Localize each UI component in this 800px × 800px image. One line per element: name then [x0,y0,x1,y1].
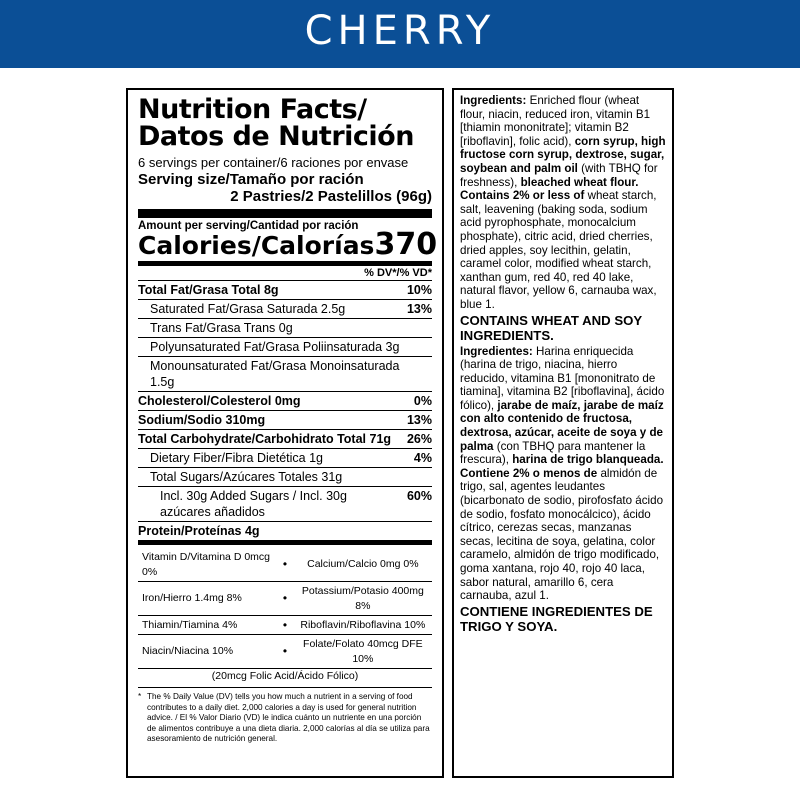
serving-size-label: Serving size/Tamaño por ración [138,171,364,188]
vitamin-left: Niacin/Niacina 10% [142,645,234,657]
nutrition-facts-panel [126,88,444,778]
table-row [138,357,432,391]
divider-medium-2 [138,540,432,545]
divider-thin-footnote [138,687,432,688]
nutrient-dv: 10% [406,283,432,297]
nutrient-name: Total Sugars/Azúcares Totales 31g [150,470,343,484]
table-row [138,487,432,521]
nutrient-dv: 0% [413,394,432,408]
ingredients-english [460,94,666,312]
ingredients-bold-en-3: bleached wheat flour. [520,175,639,189]
vitamin-left: Thiamin/Tiamina 4% [142,618,238,631]
page-title: CHERRY [304,8,496,54]
table-row [138,468,432,486]
vitamin-right: Potassium/Potasio 400mg 8% [301,584,424,612]
nutrient-dv: 4% [413,451,432,465]
allergen-statement-en: CONTAINS WHEAT AND SOY INGREDIENTS. [460,312,642,343]
bullet-icon: • [282,591,288,605]
nutrient-dv: 13% [406,413,432,427]
table-row [138,411,432,429]
vitamin-left: Vitamin D/Vitamina D 0mcg 0% [142,550,270,578]
ingredients-body-en-4: wheat starch, salt, leavening (baking soda, sodium acid pyrophosphate, monocalcium phosphate), citric acid, dried cherries, dried apples, soy lecithin, gelatin, caramel color, modified wheat starch, xanthan gum, red 40, red 40 lake, natural flavor, yellow 6, carnauba wax, blue 1. [460,189,657,311]
table-row [138,449,432,467]
nutrient-name: Protein/Proteínas 4g [138,524,260,538]
vitamin-right: Calcium/Calcio 0mg 0% [307,558,419,570]
nutrient-dv: 26% [406,432,432,446]
ingredients-bold-es-2: jarabe de maíz, jarabe de maíz con alto contenido de fructosa, dextrosa, azúcar, aceite de soya y de palma [460,398,664,453]
nutrient-name: Incl. 30g Added Sugars / Incl. 30g azúcares añadidos [160,489,347,519]
folate-subnote: (20mcg Folic Acid/Ácido Fólico) [211,670,359,682]
ingredients-body-es-1: Harina enriquecida (harina de trigo, niacina, hierro reducido, vitamina B1 [mononitrato de tiamina], vitamina B2 [riboflavina], ácido fólico), [460,344,665,412]
header-banner [0,0,800,68]
ingredients-body-es-2: (con TBHQ para mantener la frescura), [460,439,646,467]
ingredients-body-es-4: almidón de trigo, sal, agentes leudantes (bicarbonato de sodio, pirofosfato ácido de sodio, fosfato monocálcico), ácido cítrico, cerezas secas, manzanas secas, lecitina de soya, gelatina, color caramelo, almidón de trigo modificado, goma xantana, rojo 40, rojo 40 laca, sabor natural, amarillo 6, cera carnauba, azul 1. [460,466,664,603]
calories-value: 370 [374,227,438,262]
nutrient-name: Dietary Fiber/Fibra Dietética 1g [150,451,323,465]
ingredients-paragraph-2 [460,189,666,311]
table-row [138,616,432,635]
calories-row [138,227,438,262]
table-row [138,281,432,299]
vitamins-table [138,548,432,683]
ingredients-paragraph-es [460,345,666,467]
contains-2-percent-es: Contiene 2% o menos de [460,466,598,480]
ingredients-paragraph-es-2 [460,467,666,603]
ingredients-body-en-1: Enriched flour (wheat flour, niacin, reduced iron, vitamin B1 [thiamin mononitrate]; vitamin B2 [riboflavin], folic acid), [460,94,651,148]
vitamin-right: Folate/Folato 40mcg DFE 10% [303,637,423,665]
nutrition-facts-title-line2: Datos de Nutrición [138,121,414,152]
table-row [138,392,432,410]
bullet-icon: • [282,557,288,571]
table-row [138,548,432,582]
footnote-text: The % Daily Value (DV) tells you how much a nutrient in a serving of food contributes to a daily diet. 2,000 calories a day is used for general nutrition advice. / El % Valor Diario (VD) le indica cuánto un nutriente en una porción de alimentos contribuye a una dieta diaria. 2,000 calorías al día se utiliza para asesoramiento de nutrición general. [147,692,430,743]
nutrient-name: Cholesterol/Colesterol 0mg [138,394,301,408]
divider-thick [138,209,432,218]
ingredients-bold-es-3: harina de trigo blanqueada. [512,453,664,467]
table-row [138,522,432,540]
nutrient-name: Total Fat/Grasa Total 8g [138,283,279,297]
contains-2-percent-en: Contains 2% or less of [460,189,585,203]
nutrient-rows [138,280,432,540]
nutrient-dv: 13% [406,302,432,316]
vitamin-left: Iron/Hierro 1.4mg 8% [142,592,242,604]
nutrient-name: Total Carbohydrate/Carbohidrato Total 71g [138,432,392,446]
allergen-statement-es: CONTIENE INGREDIENTES DE TRIGO Y SOYA. [460,603,653,634]
table-row [138,319,432,337]
nutrient-dv: 60% [406,489,432,503]
servings-per-container: 6 servings per container/6 raciones por envase [138,155,409,170]
amount-per-serving-label: Amount per serving/Cantidad por ración [138,220,359,232]
nutrition-facts-title [138,96,432,150]
ingredients-heading-es: Ingredientes: [460,344,533,358]
ingredients-paragraph [460,94,666,189]
vitamin-right: Riboflavin/Riboflavina 10% [300,618,426,631]
nutrient-name: Saturated Fat/Grasa Saturada 2.5g [150,302,346,316]
nutrient-name: Polyunsaturated Fat/Grasa Poliinsaturada 3g [150,340,400,354]
serving-size-value: 2 Pastries/2 Pastelillos (96g) [230,188,432,205]
table-row [138,582,432,616]
ingredients-heading-en: Ingredients: [460,94,527,107]
bullet-icon: • [282,617,288,632]
ingredients-body-en-2: (with TBHQ for freshness), [460,161,658,189]
calories-label: Calories/Calorías [138,231,375,260]
ingredients-panel [452,88,674,778]
daily-value-footnote [138,692,432,745]
ingredients-spanish [460,345,666,603]
nutrient-name: Monounsaturated Fat/Grasa Monoinsaturada 1.5g [150,359,400,389]
table-row [138,300,432,318]
bullet-icon: • [282,644,288,658]
footnote-marker: * [138,692,142,701]
table-row [138,338,432,356]
nutrient-name: Sodium/Sodio 310mg [138,413,266,427]
daily-value-header: % DV*/% VD* [364,267,432,279]
nutrient-name: Trans Fat/Grasa Trans 0g [150,321,293,335]
table-row [138,635,432,669]
nutrition-facts-title-line1: Nutrition Facts/ [138,94,367,125]
ingredients-bold-en-2: corn syrup, high fructose corn syrup, dextrose, sugar, soybean and palm oil [460,134,666,175]
table-row [138,430,432,448]
